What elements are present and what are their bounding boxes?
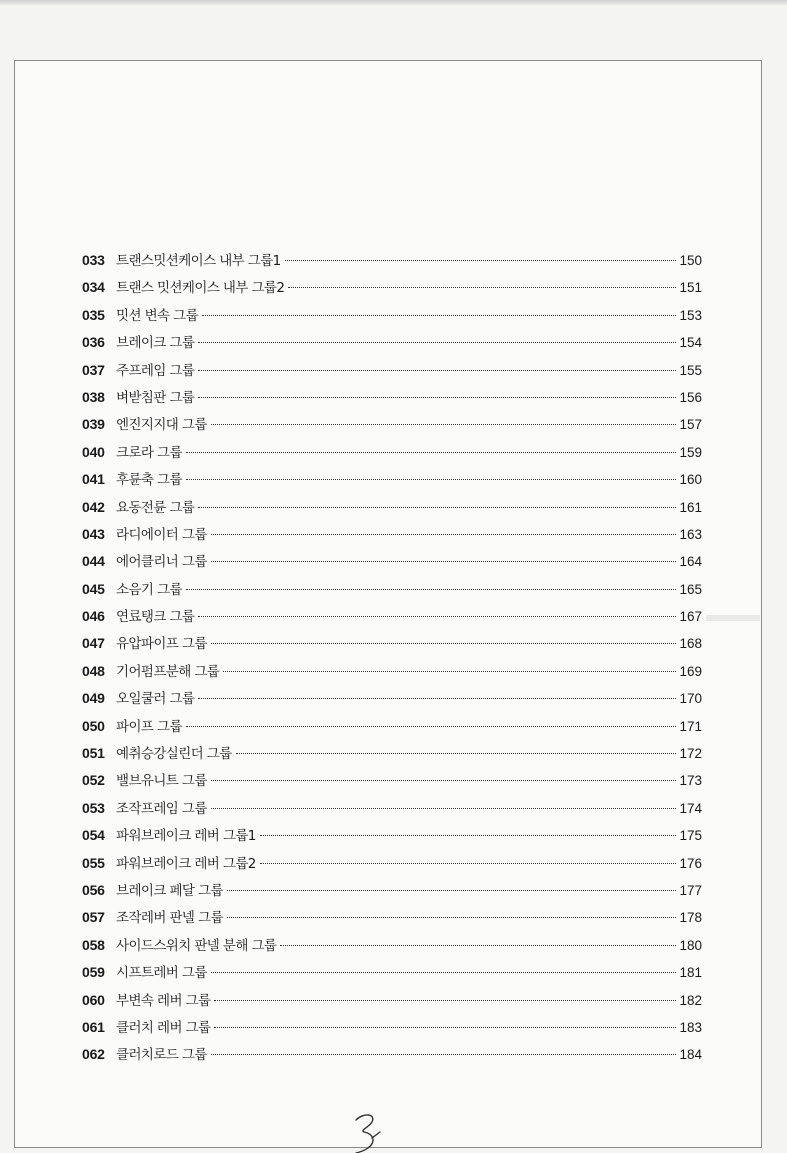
- toc-entry-title: 시프트레버 그룹: [116, 965, 207, 982]
- dot-leader: [198, 342, 676, 343]
- dot-leader: [236, 753, 676, 754]
- dot-leader: [214, 1000, 676, 1001]
- dot-leader: [211, 972, 676, 973]
- toc-entry-title: 클러치로드 그룹: [116, 1047, 207, 1064]
- toc-entry-page-number: 163: [679, 526, 702, 542]
- dot-leader: [211, 424, 676, 425]
- toc-entry: [82, 630, 702, 657]
- toc-entry: [82, 494, 702, 521]
- toc-entry-number: 036: [82, 334, 105, 351]
- toc-entry-title: 주프레임 그룹: [116, 362, 195, 379]
- toc-entry: [82, 274, 702, 301]
- toc-entry-title: 트랜스밋션케이스 내부 그룹1: [116, 253, 281, 269]
- toc-entry-number: 038: [82, 388, 105, 405]
- toc-entry-number: 041: [82, 471, 105, 488]
- toc-entry-title: 예취승강실린더 그룹: [116, 746, 232, 763]
- dot-leader: [198, 397, 676, 398]
- toc-entry: [82, 548, 702, 575]
- toc-entry: [82, 904, 702, 931]
- bleed-through-mark: [704, 611, 764, 625]
- toc-entry-title: 사이드스위치 판넬 분해 그룹: [116, 937, 277, 954]
- toc-entry-number: 054: [82, 827, 105, 844]
- toc-entry-page-number: 164: [679, 554, 702, 570]
- toc-entry-page-number: 176: [679, 855, 702, 871]
- dot-leader: [211, 1054, 676, 1055]
- toc-entry-number: 060: [82, 991, 105, 1008]
- dot-leader: [214, 1027, 676, 1028]
- dot-leader: [186, 479, 676, 480]
- toc-entry: [82, 302, 702, 329]
- toc-entry-page-number: 153: [679, 307, 702, 323]
- toc-entry-page-number: 175: [679, 828, 702, 844]
- toc-entry-number: 033: [82, 252, 105, 268]
- toc-entry-page-number: 181: [679, 965, 702, 981]
- toc-entry-number: 052: [82, 772, 105, 789]
- toc-entry-page-number: 151: [679, 280, 702, 296]
- toc-entry-number: 043: [82, 525, 105, 542]
- toc-entry: [82, 439, 702, 466]
- toc-entry-page-number: 178: [679, 910, 702, 926]
- toc-entry: [82, 466, 702, 493]
- dot-leader: [186, 452, 676, 453]
- dot-leader: [211, 561, 676, 562]
- toc-entry-title: 연료탱크 그룹: [116, 609, 195, 626]
- toc-entry-page-number: 159: [679, 444, 702, 460]
- dot-leader: [260, 835, 676, 836]
- toc-entry-title: 브레이크 페달 그룹: [116, 882, 223, 899]
- toc-entry-title: 라디에이터 그룹: [116, 526, 207, 543]
- toc-entry: [82, 932, 702, 959]
- toc-entry: [82, 685, 702, 712]
- toc-entry-title: 클러치 레버 그룹: [116, 1019, 211, 1036]
- dot-leader: [198, 616, 676, 617]
- toc-entry: [82, 795, 702, 822]
- toc-entry-number: 040: [82, 443, 105, 460]
- toc-entry-title: 조작레버 판넬 그룹: [116, 910, 223, 927]
- toc-entry-number: 056: [82, 881, 105, 898]
- toc-entry-title: 요동전륜 그룹: [116, 499, 195, 516]
- toc-entry-title: 밸브유니트 그룹: [116, 773, 207, 790]
- toc-entry-number: 042: [82, 498, 105, 515]
- toc-entry-number: 049: [82, 690, 105, 707]
- toc-entry: [82, 987, 702, 1014]
- toc-entry: [82, 822, 702, 849]
- dot-leader: [186, 726, 676, 727]
- toc-entry: [82, 384, 702, 411]
- toc-entry: [82, 329, 702, 356]
- toc-entry: [82, 603, 702, 630]
- toc-entry-page-number: 160: [679, 472, 702, 488]
- toc-entry-page-number: 177: [679, 882, 702, 898]
- toc-entry-title: 부변속 레버 그룹: [116, 992, 211, 1009]
- dot-leader: [285, 260, 676, 261]
- toc-entry-page-number: 169: [679, 663, 702, 679]
- toc-entry-number: 037: [82, 361, 105, 378]
- toc-entry: [82, 877, 702, 904]
- toc-entry-page-number: 165: [679, 581, 702, 597]
- dot-leader: [211, 643, 676, 644]
- toc-entry-page-number: 182: [679, 992, 702, 1008]
- table-of-contents: [82, 247, 702, 1069]
- toc-entry-title: 밋션 변속 그룹: [116, 307, 199, 324]
- toc-entry-page-number: 155: [679, 362, 702, 378]
- toc-entry-title: 파워브레이크 레버 그룹2: [116, 855, 256, 872]
- toc-entry-number: 051: [82, 745, 105, 762]
- dot-leader: [223, 671, 676, 672]
- toc-entry-number: 061: [82, 1018, 105, 1035]
- toc-entry-number: 055: [82, 854, 105, 871]
- toc-entry: [82, 850, 702, 877]
- toc-entry-page-number: 173: [679, 773, 702, 789]
- toc-entry-title: 브레이크 그룹: [116, 335, 195, 352]
- toc-entry-number: 057: [82, 909, 105, 926]
- toc-entry: [82, 357, 702, 384]
- dot-leader: [227, 917, 676, 918]
- toc-entry: [82, 658, 702, 685]
- toc-entry-page-number: 171: [679, 718, 702, 734]
- toc-entry: [82, 767, 702, 794]
- toc-entry-page-number: 180: [679, 937, 702, 953]
- toc-entry-title: 파이프 그룹: [116, 718, 182, 735]
- toc-entry: [82, 576, 702, 603]
- toc-entry-number: 046: [82, 608, 105, 625]
- toc-entry-page-number: 184: [679, 1047, 702, 1063]
- toc-entry-number: 050: [82, 717, 105, 734]
- toc-entry-number: 044: [82, 553, 105, 570]
- toc-entry-title: 기어펌프분해 그룹: [116, 663, 220, 680]
- toc-entry-page-number: 170: [679, 691, 702, 707]
- toc-entry-page-number: 154: [679, 335, 702, 351]
- toc-entry: [82, 411, 702, 438]
- dot-leader: [211, 534, 676, 535]
- toc-entry-title: 크로라 그룹: [116, 444, 182, 461]
- toc-entry-number: 035: [82, 306, 105, 323]
- toc-entry-page-number: 161: [679, 499, 702, 515]
- dot-leader: [198, 507, 676, 508]
- toc-entry-number: 058: [82, 936, 105, 953]
- toc-entry: [82, 521, 702, 548]
- toc-entry-title: 벼받침판 그룹: [116, 389, 195, 406]
- toc-entry-title: 엔진지지대 그룹: [116, 417, 207, 434]
- dot-leader: [198, 370, 676, 371]
- toc-entry: [82, 247, 702, 274]
- toc-entry-number: 059: [82, 964, 105, 981]
- toc-entry-page-number: 167: [679, 609, 702, 625]
- dot-leader: [280, 945, 676, 946]
- scan-edge-shadow: [0, 0, 787, 6]
- dot-leader: [198, 698, 676, 699]
- dot-leader: [288, 287, 676, 288]
- dot-leader: [211, 780, 676, 781]
- toc-entry-page-number: 172: [679, 746, 702, 762]
- toc-entry-number: 048: [82, 662, 105, 679]
- toc-entry-title: 파워브레이크 레버 그룹1: [116, 828, 256, 845]
- toc-entry-title: 유압파이프 그룹: [116, 636, 207, 653]
- toc-entry-title: 후륜축 그룹: [116, 472, 182, 489]
- dot-leader: [227, 890, 676, 891]
- toc-entry-page-number: 168: [679, 636, 702, 652]
- toc-entry: [82, 959, 702, 986]
- toc-entry: [82, 1014, 702, 1041]
- toc-entry-title: 에어클리너 그룹: [116, 554, 207, 571]
- toc-entry-page-number: 157: [679, 417, 702, 433]
- handwritten-mark-icon: [350, 1108, 390, 1153]
- toc-entry-title: 조작프레임 그룹: [116, 800, 207, 817]
- dot-leader: [202, 315, 676, 316]
- toc-entry-title: 소음기 그룹: [116, 581, 182, 598]
- toc-entry: [82, 740, 702, 767]
- toc-entry-page-number: 183: [679, 1019, 702, 1035]
- toc-entry: [82, 1041, 702, 1068]
- toc-entry-page-number: 150: [679, 253, 702, 268]
- toc-entry-number: 047: [82, 635, 105, 652]
- toc-entry-number: 053: [82, 799, 105, 816]
- toc-entry-number: 034: [82, 279, 105, 296]
- toc-entry-number: 039: [82, 416, 105, 433]
- toc-entry-number: 045: [82, 580, 105, 597]
- toc-entry-page-number: 156: [679, 389, 702, 405]
- toc-entry-page-number: 174: [679, 800, 702, 816]
- toc-entry-title: 트랜스 밋션케이스 내부 그룹2: [116, 280, 285, 297]
- toc-entry-title: 오일쿨러 그룹: [116, 691, 195, 708]
- toc-entry: [82, 713, 702, 740]
- dot-leader: [186, 589, 676, 590]
- dot-leader: [211, 808, 676, 809]
- dot-leader: [260, 863, 676, 864]
- toc-entry-number: 062: [82, 1046, 105, 1063]
